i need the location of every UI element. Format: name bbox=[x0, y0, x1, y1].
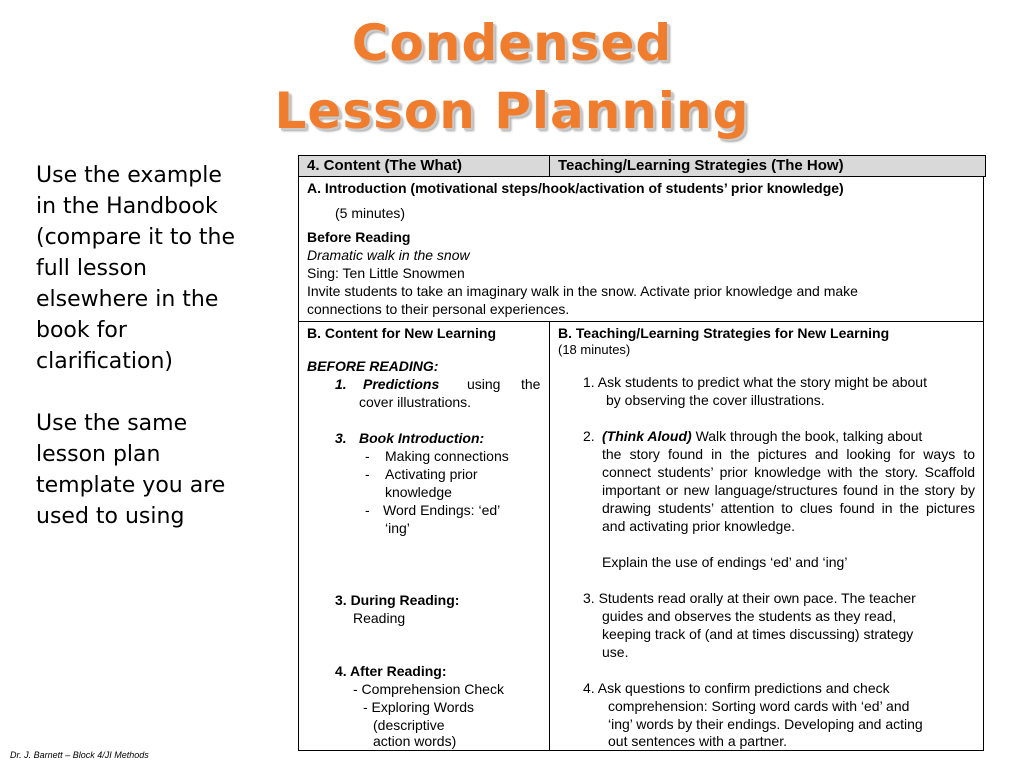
during-reading-heading: 3. During Reading: bbox=[335, 592, 460, 608]
predictions-label: Predictions bbox=[363, 376, 440, 392]
strategy-1-line-1: 1. Ask students to predict what the story might be about bbox=[583, 374, 927, 390]
strategy-4-line-1: 4. Ask questions to confirm predictions and check bbox=[583, 680, 890, 696]
strategy-4-line-2: comprehension: Sorting word cards with ‘ed’ and bbox=[608, 698, 910, 714]
intro-item-2-cont: knowledge bbox=[385, 484, 452, 500]
strategy-2-number: 2. bbox=[583, 428, 595, 444]
strategy-1-line-2: by observing the cover illustrations. bbox=[606, 392, 825, 408]
intro-item-2: Activating prior bbox=[385, 466, 478, 482]
intro-dash-3: - bbox=[365, 502, 370, 518]
intro-dash-2: - bbox=[365, 466, 370, 482]
strategy-3-line-1: 3. Students read orally at their own pace. The teacher bbox=[583, 590, 916, 606]
section-a-invite-line-1: Invite students to take an imaginary walk in the snow. Activate prior knowledge and make bbox=[307, 283, 858, 299]
strategy-2-explain: Explain the use of endings ‘ed’ and ‘ing’ bbox=[602, 554, 848, 570]
predictions-line-2: cover illustrations. bbox=[359, 394, 472, 410]
instructions-text bbox=[36, 160, 241, 563]
strategy-3-line-4: use. bbox=[602, 644, 629, 660]
table-header-row bbox=[298, 155, 986, 177]
after-item-2-cont-2: action words) bbox=[373, 733, 457, 749]
strategy-2-text: the story found in the pictures and looking for ways to connect students’ prior knowledge with the story. Scaffold important or new language/structures found in the story by drawing students’ attention to clues found in the pictures and activating prior knowledge. bbox=[602, 446, 975, 534]
section-a-sing: Sing: Ten Little Snowmen bbox=[307, 265, 465, 281]
slide-title-line-2: Lesson Planning bbox=[274, 82, 750, 140]
footer-credit: Dr. J. Barnett – Block 4/JI Methods bbox=[10, 750, 149, 760]
after-reading-heading: 4. After Reading: bbox=[335, 663, 447, 679]
predictions-using: using bbox=[467, 376, 501, 392]
strategy-4-line-4: out sentences with a partner. bbox=[608, 733, 787, 749]
strategy-3-line-2: guides and observes the students as they read, bbox=[602, 608, 897, 624]
during-reading-item: Reading bbox=[353, 610, 406, 626]
instructions-paragraph-1: Use the example in the Handbook (compare it to the full lesson elsewhere in the book for clarification) bbox=[36, 163, 236, 374]
header-divider bbox=[549, 156, 550, 176]
section-b-content-heading: B. Content for New Learning bbox=[307, 325, 496, 341]
section-b-time: (18 minutes) bbox=[558, 342, 631, 357]
section-a-introduction bbox=[298, 176, 984, 322]
column-header-strategies: Teaching/Learning Strategies (The How) bbox=[558, 157, 844, 174]
after-item-2-cont-1: (descriptive bbox=[373, 717, 445, 733]
lesson-plan-table bbox=[298, 155, 986, 751]
before-reading-label: BEFORE READING: bbox=[307, 358, 439, 374]
section-a-heading: A. Introduction (motivational steps/hook/activation of students’ prior knowledge) bbox=[307, 180, 844, 196]
after-item-2: - Exploring Words bbox=[363, 699, 475, 715]
think-aloud-label: (Think Aloud) bbox=[602, 428, 692, 444]
strategy-2-line-1-rest: Walk through the book, talking about bbox=[691, 428, 923, 444]
section-a-before-reading: Before Reading bbox=[307, 229, 411, 245]
after-item-1: - Comprehension Check bbox=[353, 681, 504, 697]
section-b-strategies-heading: B. Teaching/Learning Strategies for New Learning bbox=[558, 325, 890, 341]
book-intro-label: Book Introduction: bbox=[359, 430, 485, 446]
book-intro-number: 3. bbox=[335, 430, 347, 446]
predictions-the: the bbox=[521, 376, 541, 392]
section-b-divider bbox=[549, 322, 550, 750]
strategy-3-line-3: keeping track of (and at times discussing) strategy bbox=[602, 626, 914, 642]
column-header-content: 4. Content (The What) bbox=[307, 157, 462, 174]
section-a-time: (5 minutes) bbox=[335, 205, 406, 221]
section-b-new-learning bbox=[298, 322, 984, 751]
instructions-paragraph-2: Use the same lesson plan template you are used to using bbox=[36, 411, 226, 529]
predictions-number: 1. bbox=[335, 376, 347, 392]
section-a-invite-line-2: connections to their personal experiences. bbox=[307, 301, 570, 317]
strategy-4-line-3: ‘ing’ words by their endings. Developing and acting bbox=[608, 716, 923, 732]
strategy-2-line-1 bbox=[602, 427, 975, 445]
intro-item-3-cont: ‘ing’ bbox=[385, 520, 410, 536]
slide-title-line-1: Condensed bbox=[351, 14, 673, 72]
intro-item-3: Word Endings: ‘ed’ bbox=[383, 502, 501, 518]
intro-dash-1: - bbox=[365, 448, 370, 464]
intro-item-1: Making connections bbox=[385, 448, 509, 464]
section-a-dramatic-walk: Dramatic walk in the snow bbox=[307, 247, 470, 263]
